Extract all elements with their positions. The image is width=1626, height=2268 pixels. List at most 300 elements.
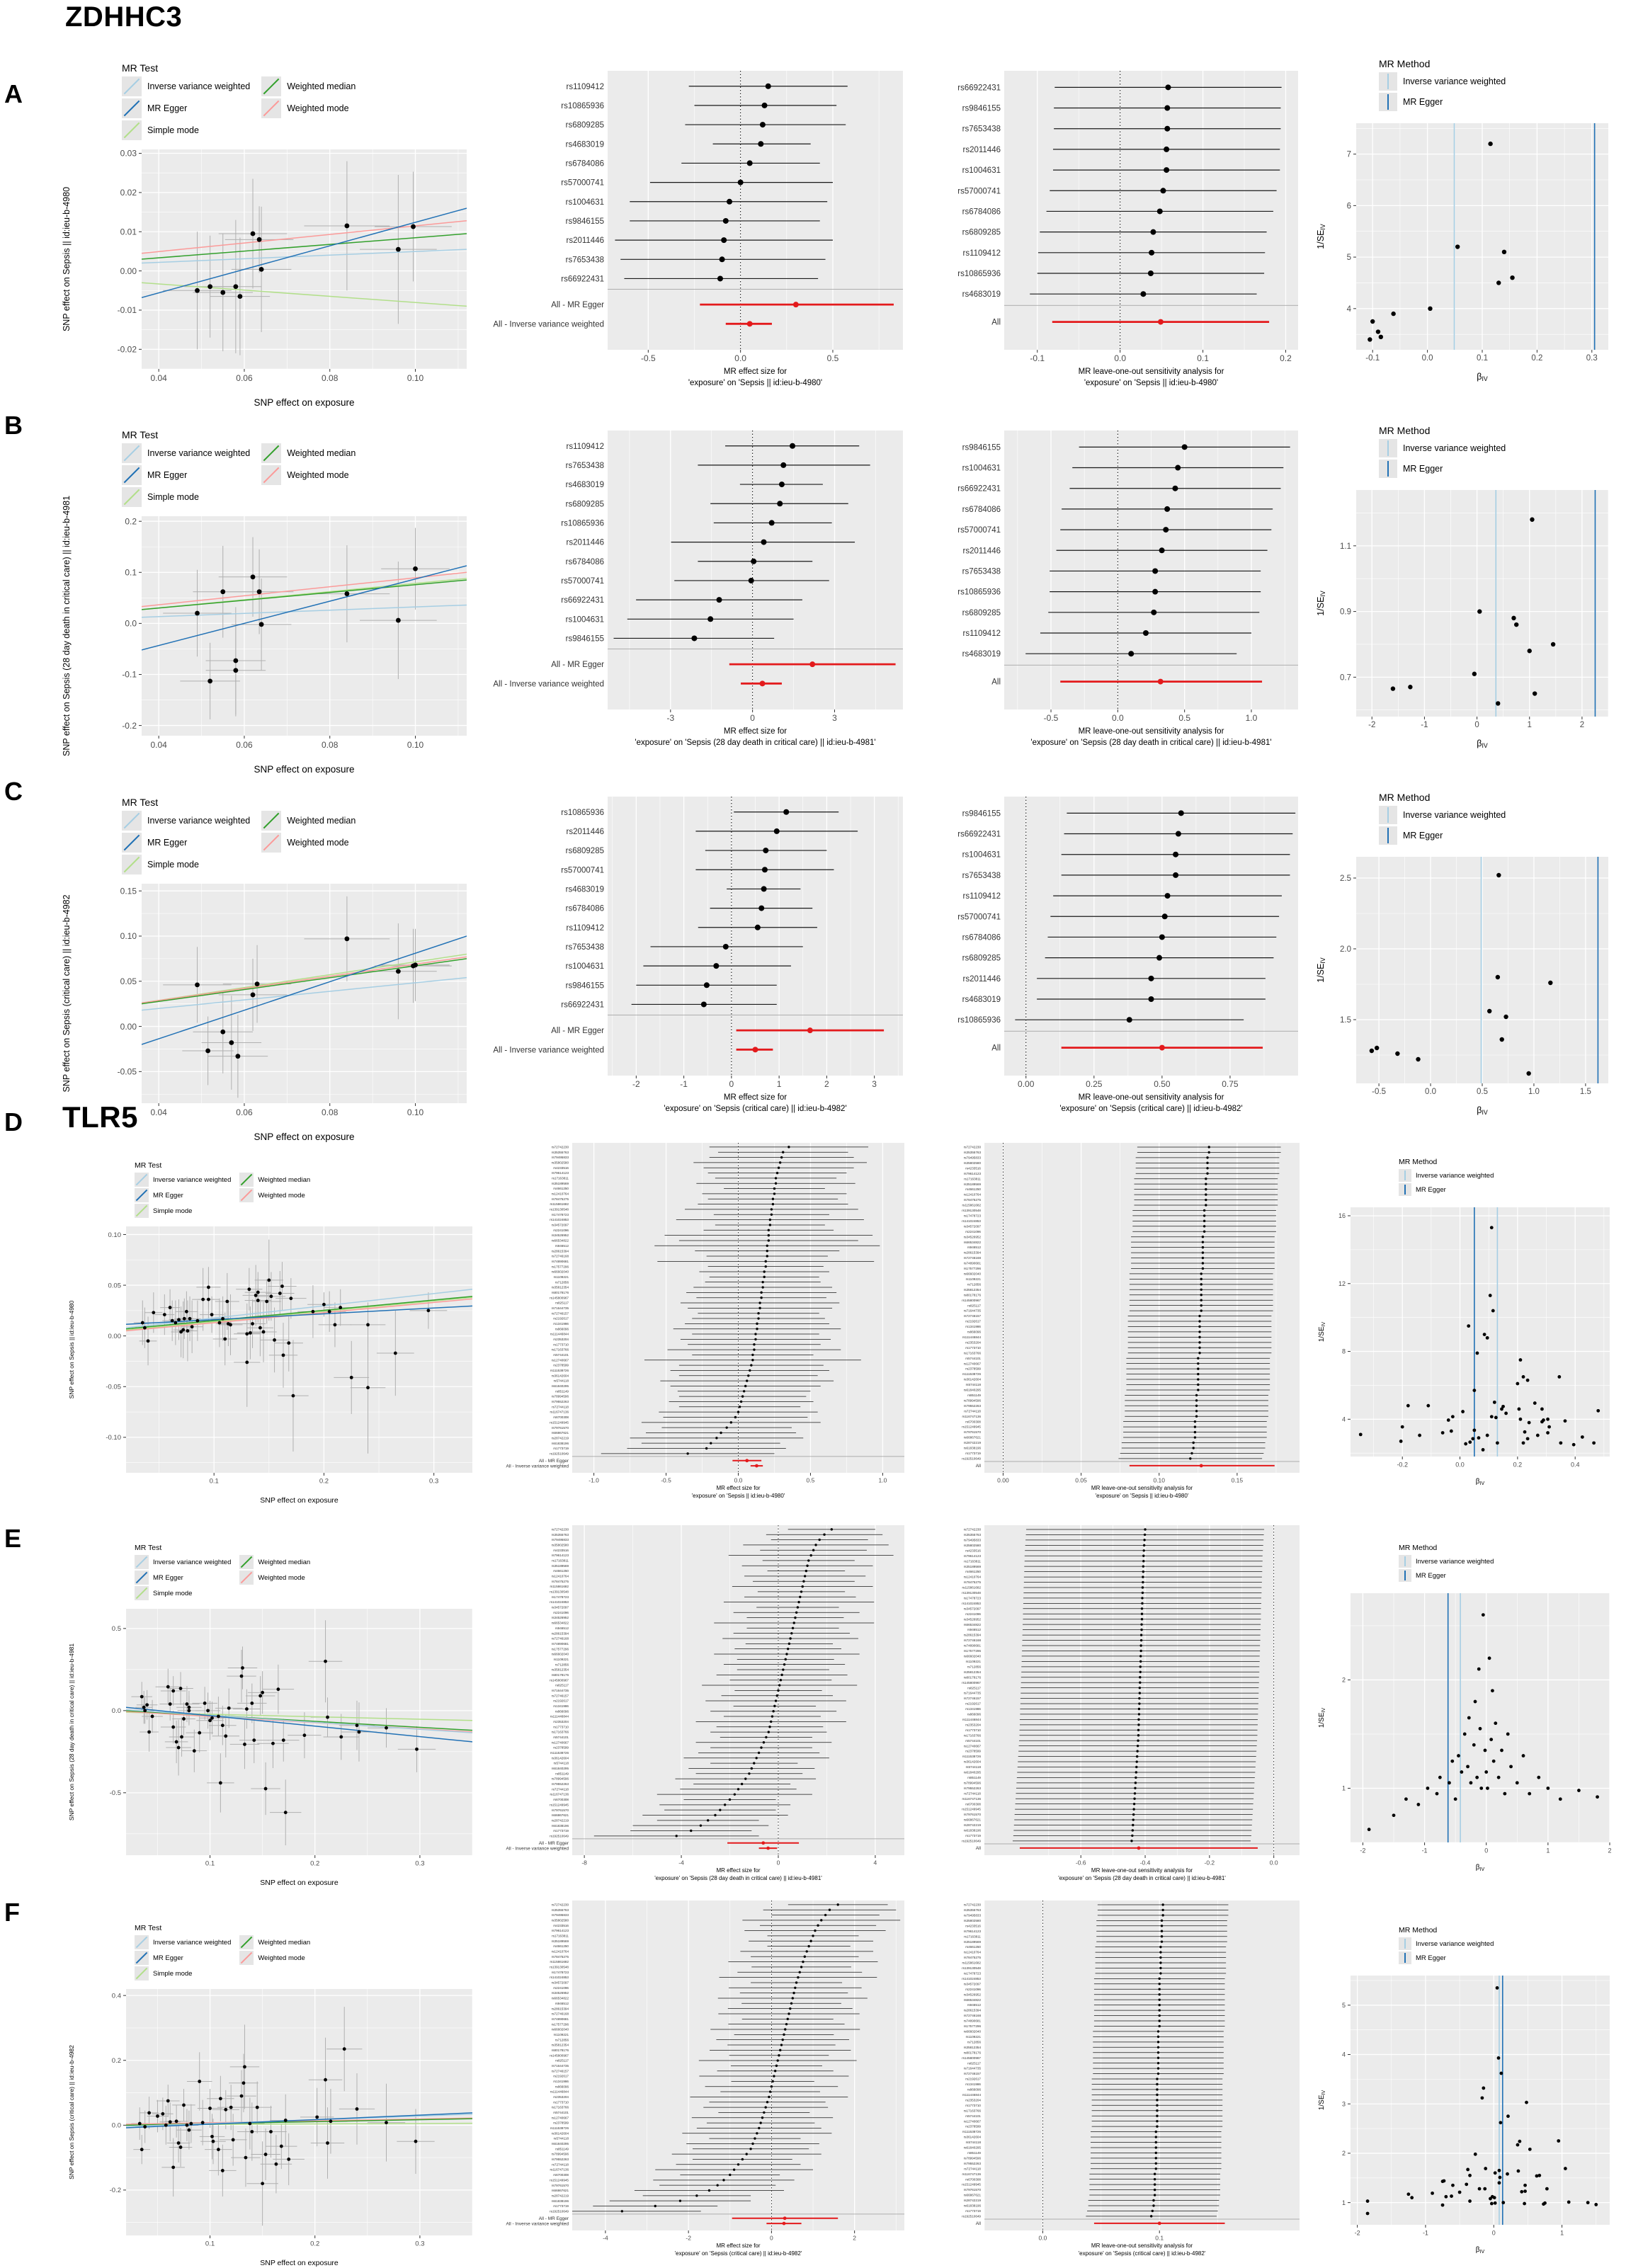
x-axis-title: $\beta_{IV}$ [1475,2246,1485,2255]
svg-text:-0.5: -0.5 [1043,712,1059,723]
svg-text:rs2192617: rs2192617 [965,2077,981,2081]
svg-text:0.3: 0.3 [429,1477,439,1486]
svg-text:rs1109221: rs1109221 [553,1275,569,1279]
svg-text:rs866096: rs866096 [555,2085,569,2089]
mr-test-legend [122,62,496,142]
svg-text:rs1109412: rs1109412 [566,442,604,451]
svg-text:rs61838196: rs61838196 [551,1823,569,1828]
legend-swatch-ivw [1399,1937,1411,1950]
svg-text:0.10: 0.10 [406,739,424,750]
legend-item-method-egger [1399,1183,1494,1196]
svg-text:rs34572097: rs34572097 [963,1982,981,1986]
svg-text:rs12740667: rs12740667 [963,1362,981,1366]
legend-label-ivw: Inverse variance weighted [153,1558,232,1566]
svg-text:rs61840295: rs61840295 [551,1767,569,1771]
svg-text:rs78994596: rs78994596 [551,1777,569,1781]
svg-text:rs712856: rs712856 [967,1665,981,1669]
svg-text:rs28615394: rs28615394 [963,1250,981,1255]
svg-text:rs66922431: rs66922431 [561,1001,604,1010]
svg-text:All - MR Egger: All - MR Egger [551,1027,604,1036]
svg-text:rs1341986: rs1341986 [965,1707,981,1711]
svg-text:rs66534822: rs66534822 [551,1238,569,1243]
x-axis-title-line1: MR effect size for [716,1867,761,1874]
legend-label-wmedian: Weighted median [287,448,356,458]
svg-text:0.05: 0.05 [108,1282,121,1290]
svg-text:rs78994596: rs78994596 [963,1781,981,1785]
x-axis-title-line2: 'exposure' on 'Sepsis || id:ieu-b-4980' [688,379,823,387]
legend-swatch-wmedian [261,76,281,96]
legend-swatch-wmedian [239,1935,254,1949]
svg-text:-0.01: -0.01 [117,305,137,316]
svg-text:rs2378599: rs2378599 [965,1367,981,1371]
row-letter-E: E [4,1524,22,1553]
legend-label-egger: MR Egger [147,470,188,480]
svg-text:rs1004631: rs1004631 [565,962,604,971]
svg-text:0.3: 0.3 [1586,354,1598,363]
funnel-plot-E [1314,1589,1617,1872]
svg-text:rs5744101: rs5744101 [553,1736,569,1740]
svg-text:rs6700308: rs6700308 [553,1798,569,1802]
svg-text:-0.4: -0.4 [1139,1859,1151,1867]
legend-swatch-egger [122,465,142,485]
y-axis-title: $1/SE_{IV}$ [1318,1707,1326,1728]
legend-item-method-ivw [1379,72,1506,91]
svg-text:0.2: 0.2 [1531,354,1543,363]
mr-row-A [0,42,1626,408]
svg-text:rs66867621: rs66867621 [551,2189,569,2193]
legend-item-method-egger [1379,460,1506,478]
svg-text:0.2: 0.2 [1513,1461,1523,1469]
svg-text:rs71644735: rs71644735 [551,1688,569,1692]
svg-text:0.01: 0.01 [120,227,137,237]
svg-text:rs1773719: rs1773719 [965,1452,981,1456]
svg-text:rs6809285: rs6809285 [962,228,1001,237]
svg-text:-2: -2 [686,2234,691,2242]
svg-text:0.75: 0.75 [1222,1078,1239,1089]
svg-text:rs115861682: rs115861682 [962,1961,981,1965]
svg-text:rs57000741: rs57000741 [957,187,1001,196]
svg-text:rs6700308: rs6700308 [965,1802,981,1806]
svg-text:0.1: 0.1 [205,2240,215,2248]
gene-title-tlr5: TLR5 [62,1100,138,1134]
svg-text:rs5744118: rs5744118 [553,1379,569,1383]
svg-text:0.02: 0.02 [120,188,137,198]
svg-text:0.10: 0.10 [1153,1476,1166,1484]
x-axis-title-line1: MR effect size for [716,2243,761,2249]
legend-swatch-egger [135,1951,149,1965]
svg-text:rs28615394: rs28615394 [551,2007,569,2011]
scatter-panel-F [0,1891,496,2267]
svg-text:All - Inverse variance weighte: All - Inverse variance weighted [506,2221,569,2227]
svg-text:rs1109412: rs1109412 [566,82,604,91]
svg-text:rs79614123: rs79614123 [963,1554,981,1558]
mr-method-legend-title: MR Method [1379,425,1431,436]
svg-text:rs1773719: rs1773719 [965,2209,981,2213]
x-axis-title-line1: MR leave-one-out sensitivity analysis for [1078,367,1224,376]
svg-text:rs2011446: rs2011446 [566,237,604,246]
row-letter-B: B [4,411,23,440]
legend-item-egger [135,1951,231,1965]
svg-text:rs36142604: rs36142604 [963,1377,981,1381]
svg-text:rs151249945: rs151249945 [962,2182,981,2187]
svg-text:rs7653438: rs7653438 [565,461,604,470]
svg-text:rs7653438: rs7653438 [565,256,604,265]
scatter-plot-D [64,1222,478,1505]
svg-text:rs946512: rs946512 [967,1628,981,1632]
svg-text:rs61840295: rs61840295 [963,1388,981,1392]
svg-text:0.0: 0.0 [1111,712,1124,723]
svg-text:rs111446844: rs111446844 [550,1714,569,1719]
svg-text:rs139130548: rs139130548 [962,1966,981,1971]
svg-text:0.5: 0.5 [826,353,839,363]
svg-text:rs72744118: rs72744118 [552,1787,569,1791]
svg-text:2: 2 [1579,721,1585,730]
svg-text:rs72746157: rs72746157 [551,2069,569,2073]
svg-text:rs1773710: rs1773710 [553,1343,569,1347]
mr-test-legend [122,797,496,877]
svg-text:-4: -4 [603,2234,608,2242]
svg-text:0.2: 0.2 [310,1859,320,1868]
forest-plot-C [493,788,910,1121]
svg-text:rs17163766: rs17163766 [551,1347,569,1352]
y-axis-title: 1/SEIV [1316,591,1326,616]
svg-text:0.15: 0.15 [120,886,137,896]
svg-text:-0.10: -0.10 [106,1434,121,1442]
legend-item-simple [122,855,250,874]
legend-label-method-ivw: Inverse variance weighted [1416,1939,1494,1948]
svg-text:rs71644735: rs71644735 [963,1691,981,1695]
svg-text:0.0: 0.0 [734,1476,743,1484]
row-letter-F: F [4,1898,20,1927]
legend-item-egger [135,1188,231,1202]
svg-text:rs35812354: rs35812354 [551,1668,569,1672]
svg-text:rs78994596: rs78994596 [551,1394,569,1398]
svg-text:-1.0: -1.0 [589,1476,599,1484]
svg-text:rs145800967: rs145800967 [962,1680,981,1685]
svg-text:rs17478723: rs17478723 [551,1970,569,1974]
svg-text:rs74890681: rs74890681 [963,2019,981,2023]
svg-text:1.1: 1.1 [1340,542,1351,551]
svg-text:rs66922431: rs66922431 [957,84,1001,93]
funnel-plot-F [1314,1971,1617,2255]
legend-swatch-egger [122,98,142,118]
svg-text:rs28615394: rs28615394 [551,1631,569,1636]
legend-label-simple: Simple mode [147,860,199,870]
mr-test-legend-title: MR Test [122,429,159,440]
svg-text:0.08: 0.08 [322,739,339,750]
svg-text:rs2192617: rs2192617 [965,1702,981,1706]
svg-text:0.9: 0.9 [1340,608,1351,617]
svg-text:-0.02: -0.02 [117,344,137,355]
svg-text:rs12410764: rs12410764 [963,1950,981,1954]
svg-text:rs66922431: rs66922431 [957,484,1001,494]
legend-label-method-egger: MR Egger [1416,1571,1446,1580]
svg-text:rs36142604: rs36142604 [963,2135,981,2139]
svg-text:rs12740667: rs12740667 [551,2116,569,2120]
svg-text:-0.2: -0.2 [1204,1859,1215,1867]
svg-text:rs1109221: rs1109221 [965,1277,981,1281]
svg-text:5: 5 [1341,2001,1346,2009]
svg-text:rs2378599: rs2378599 [965,2124,981,2129]
legend-swatch-wmedian [261,811,281,831]
svg-text:rs151249945: rs151249945 [962,1425,981,1429]
svg-text:rs866096: rs866096 [967,2087,981,2092]
svg-text:-0.1: -0.1 [1365,354,1380,363]
svg-text:rs36142604: rs36142604 [551,1756,569,1760]
svg-text:0.05: 0.05 [1075,1476,1087,1484]
svg-text:All - MR Egger: All - MR Egger [551,661,604,670]
svg-text:rs851149: rs851149 [555,1389,569,1394]
legend-item-wmode [261,833,356,853]
loo-plot-D [914,1139,1307,1505]
svg-text:5: 5 [1346,253,1351,263]
svg-text:rs17163766: rs17163766 [551,2105,569,2109]
x-axis-title: $\beta_{IV}$ [1475,1864,1485,1872]
svg-text:rs66602040: rs66602040 [963,1654,981,1658]
svg-text:rs66602040: rs66602040 [551,1270,569,1274]
svg-text:rs79761570: rs79761570 [963,1813,981,1817]
svg-text:rs1341986: rs1341986 [965,1325,981,1329]
svg-text:rs17478723: rs17478723 [963,1214,981,1218]
svg-text:rs34526952: rs34526952 [963,1617,981,1622]
x-axis-title: SNP effect on exposure [260,1496,339,1505]
svg-text:rs1109412: rs1109412 [962,629,1001,639]
legend-item-wmedian [239,1935,310,1949]
svg-text:rs79552263: rs79552263 [963,2161,981,2165]
legend-item-simple [122,120,250,140]
svg-text:rs35802580: rs35802580 [963,1918,981,1922]
forest-panel-F [496,1891,914,2262]
svg-text:rs35802580: rs35802580 [963,1161,981,1165]
svg-text:All - Inverse variance weighte: All - Inverse variance weighted [493,680,604,689]
svg-text:4: 4 [1341,1415,1346,1423]
svg-text:rs7653438: rs7653438 [962,871,1001,880]
svg-text:rs712856: rs712856 [555,2038,569,2042]
svg-text:rs139130548: rs139130548 [550,1207,569,1212]
svg-text:rs78475275: rs78475275 [551,1579,569,1583]
legend-label-simple: Simple mode [153,1589,193,1597]
svg-text:rs66534822: rs66534822 [963,1622,981,1626]
svg-text:rs72746168: rs72746168 [963,1256,981,1260]
svg-text:rs35189569: rs35189569 [551,1563,569,1568]
svg-text:rs12410764: rs12410764 [551,1574,569,1578]
svg-text:rs35812354: rs35812354 [963,2045,981,2049]
svg-text:rs825117: rs825117 [967,2061,981,2065]
svg-text:rs2192617: rs2192617 [553,1316,569,1321]
mr-test-legend [135,1924,496,1982]
svg-text:rs79552263: rs79552263 [551,1400,569,1404]
legend-label-ivw: Inverse variance weighted [153,1175,232,1184]
x-axis-title-line1: MR effect size for [723,727,788,736]
svg-text:1.0: 1.0 [878,1476,887,1484]
mr-test-legend [135,1161,496,1219]
svg-text:rs61840295: rs61840295 [963,2146,981,2150]
svg-text:rs111538726: rs111538726 [962,2130,981,2134]
legend-label-simple: Simple mode [153,1969,193,1978]
svg-text:rs5744118: rs5744118 [965,1765,981,1770]
legend-item-method-ivw [1379,439,1506,457]
legend-swatch-wmode [261,833,281,853]
legend-label-wmode: Weighted mode [287,470,349,480]
svg-text:rs6809285: rs6809285 [962,608,1001,617]
svg-text:0.04: 0.04 [150,372,167,383]
svg-text:rs74890681: rs74890681 [551,1259,569,1263]
legend-swatch-wmedian [239,1555,254,1569]
svg-text:rs6784086: rs6784086 [565,904,604,913]
svg-text:rs66602040: rs66602040 [963,2029,981,2034]
svg-text:4: 4 [873,1859,877,1867]
svg-text:rs1004631: rs1004631 [962,464,1001,473]
legend-swatch-simple [135,1966,149,1981]
legend-label-egger: MR Egger [147,838,188,848]
mr-row-F [0,1891,1626,2267]
svg-text:rs1773710: rs1773710 [965,1345,981,1350]
x-axis-title-line2: 'exposure' on 'Sepsis (critical care) || id:ieu-b-4982' [1059,1105,1243,1113]
svg-text:rs1773710: rs1773710 [965,1728,981,1732]
x-axis-title-line2: 'exposure' on 'Sepsis (critical care) || id:ieu-b-4982' [1078,2250,1206,2257]
svg-text:rs1341986: rs1341986 [553,1704,569,1708]
funnel-plot-B [1314,486,1617,749]
svg-text:rs79614123: rs79614123 [551,1171,569,1175]
x-axis-title: βIV [1477,372,1488,382]
svg-text:rs1341986: rs1341986 [965,2082,981,2087]
legend-label-method-ivw: Inverse variance weighted [1403,810,1506,820]
svg-text:All: All [991,1044,1001,1053]
svg-text:rs712856: rs712856 [967,2040,981,2044]
svg-text:rs66534822: rs66534822 [963,1240,981,1244]
svg-text:All - MR Egger: All - MR Egger [538,2216,569,2222]
svg-text:1.0: 1.0 [1245,712,1258,723]
svg-text:rs4661250: rs4661250 [553,1569,569,1573]
x-axis-title-line1: MR effect size for [723,1093,788,1102]
funnel-plot-A [1314,119,1617,382]
svg-text:rs17163766: rs17163766 [963,1733,981,1738]
svg-text:0.03: 0.03 [120,148,137,159]
row-letter-C: C [4,777,23,806]
svg-text:rs66534822: rs66534822 [963,1998,981,2002]
svg-text:rs6809285: rs6809285 [565,847,604,856]
svg-text:rs851149: rs851149 [555,1772,569,1776]
svg-text:rs57000741: rs57000741 [957,526,1001,535]
row-letter-A: A [4,79,23,108]
svg-text:All - MR Egger: All - MR Egger [538,1459,569,1464]
svg-text:rs9846155: rs9846155 [565,217,604,226]
legend-item-simple [135,1966,231,1981]
legend-swatch-wmode [239,1571,254,1585]
svg-text:rs1341986: rs1341986 [553,1321,569,1326]
svg-text:0.0: 0.0 [1455,1461,1465,1469]
legend-swatch-simple [122,487,142,507]
legend-label-method-egger: MR Egger [1403,831,1443,840]
y-axis-title: SNP effect on Sepsis (28 day death in critical care) || id:ieu-b-4981 [62,495,72,757]
svg-text:-1: -1 [1421,1847,1428,1854]
scatter-panel-A [0,42,496,408]
y-axis-title: SNP effect on Sepsis (critical care) || id:ieu-b-4982 [62,894,72,1093]
svg-text:rs116747136: rs116747136 [550,1792,569,1796]
svg-text:rs2353204: rs2353204 [553,2095,569,2099]
svg-text:rs72742230: rs72742230 [963,1903,981,1907]
legend-swatch-egger [1399,1183,1411,1196]
loo-plot-C [914,788,1307,1121]
svg-text:rs35189569: rs35189569 [551,1181,569,1185]
svg-text:rs712856: rs712856 [967,1282,981,1287]
mr-test-legend-title: MR Test [122,797,159,808]
legend-label-wmedian: Weighted median [287,816,356,826]
svg-text:rs9846155: rs9846155 [962,809,1001,819]
svg-text:0.2: 0.2 [1280,353,1292,363]
svg-text:rs115861682: rs115861682 [550,1202,569,1207]
svg-text:rs35189569: rs35189569 [963,1182,981,1186]
svg-text:rs80178176: rs80178176 [963,1293,981,1297]
forest-plot-F [496,1896,910,2263]
svg-text:rs35802580: rs35802580 [551,1918,569,1922]
svg-text:All - Inverse variance weighte: All - Inverse variance weighted [493,1046,604,1055]
svg-text:0.00: 0.00 [997,1476,1009,1484]
svg-text:rs111446844: rs111446844 [550,2090,569,2094]
svg-text:rs5744101: rs5744101 [965,1356,981,1360]
svg-text:-1: -1 [1421,721,1428,730]
svg-text:0.00: 0.00 [120,266,137,276]
svg-text:rs72744118: rs72744118 [964,1409,981,1413]
svg-text:rs17478723: rs17478723 [963,1971,981,1976]
svg-text:rs6809285: rs6809285 [962,954,1001,963]
x-axis-title-line2: 'exposure' on 'Sepsis || id:ieu-b-4980' [691,1493,785,1499]
svg-text:rs72746157: rs72746157 [963,1314,981,1318]
mr-method-legend [1379,58,1626,113]
svg-text:rs4233516: rs4233516 [553,1923,569,1927]
svg-text:rs5744101: rs5744101 [965,1738,981,1743]
svg-text:2: 2 [1341,1676,1346,1684]
legend-label-ivw: Inverse variance weighted [147,448,251,458]
row-letter-D: D [4,1107,23,1136]
legend-label-wmode: Weighted mode [287,103,349,113]
mr-method-legend-title: MR Method [1399,1926,1438,1934]
svg-text:rs2378599: rs2378599 [553,1363,569,1367]
svg-text:0.1: 0.1 [1197,353,1209,363]
svg-text:-0.05: -0.05 [117,1066,137,1077]
svg-text:rs145800967: rs145800967 [962,2056,981,2060]
svg-text:rs17163811: rs17163811 [964,1559,981,1563]
svg-text:rs66534822: rs66534822 [551,1621,569,1625]
svg-text:rs72746168: rs72746168 [551,2012,569,2016]
legend-item-wmedian [261,443,356,463]
svg-text:rs35802580: rs35802580 [963,1543,981,1547]
svg-text:rs1109412: rs1109412 [962,249,1001,258]
svg-text:0.1: 0.1 [1155,2234,1164,2242]
legend-swatch-wmode [261,465,281,485]
svg-text:rs192510649: rs192510649 [962,2214,981,2218]
funnel-plot-C [1314,853,1617,1116]
svg-text:1: 1 [1341,1784,1346,1792]
svg-text:rs1341986: rs1341986 [553,2079,569,2083]
svg-text:rs946512: rs946512 [967,1246,981,1250]
svg-text:rs2241096: rs2241096 [553,1610,569,1614]
svg-text:rs1004631: rs1004631 [565,615,604,625]
svg-text:rs116747136: rs116747136 [962,2172,981,2176]
svg-text:0.2: 0.2 [125,516,137,527]
legend-label-ivw: Inverse variance weighted [153,1938,232,1947]
forest-panel-A [493,42,914,387]
svg-text:0.10: 0.10 [406,1107,424,1117]
legend-item-wmedian [239,1173,310,1187]
legend-item-method-ivw [1379,806,1506,824]
legend-swatch-egger [135,1571,149,1585]
svg-text:rs2378599: rs2378599 [965,1749,981,1753]
svg-text:rs17163811: rs17163811 [964,1934,981,1939]
svg-text:0: 0 [1491,2229,1496,2237]
legend-label-wmode: Weighted mode [258,1954,305,1962]
svg-text:rs7653438: rs7653438 [565,942,604,952]
